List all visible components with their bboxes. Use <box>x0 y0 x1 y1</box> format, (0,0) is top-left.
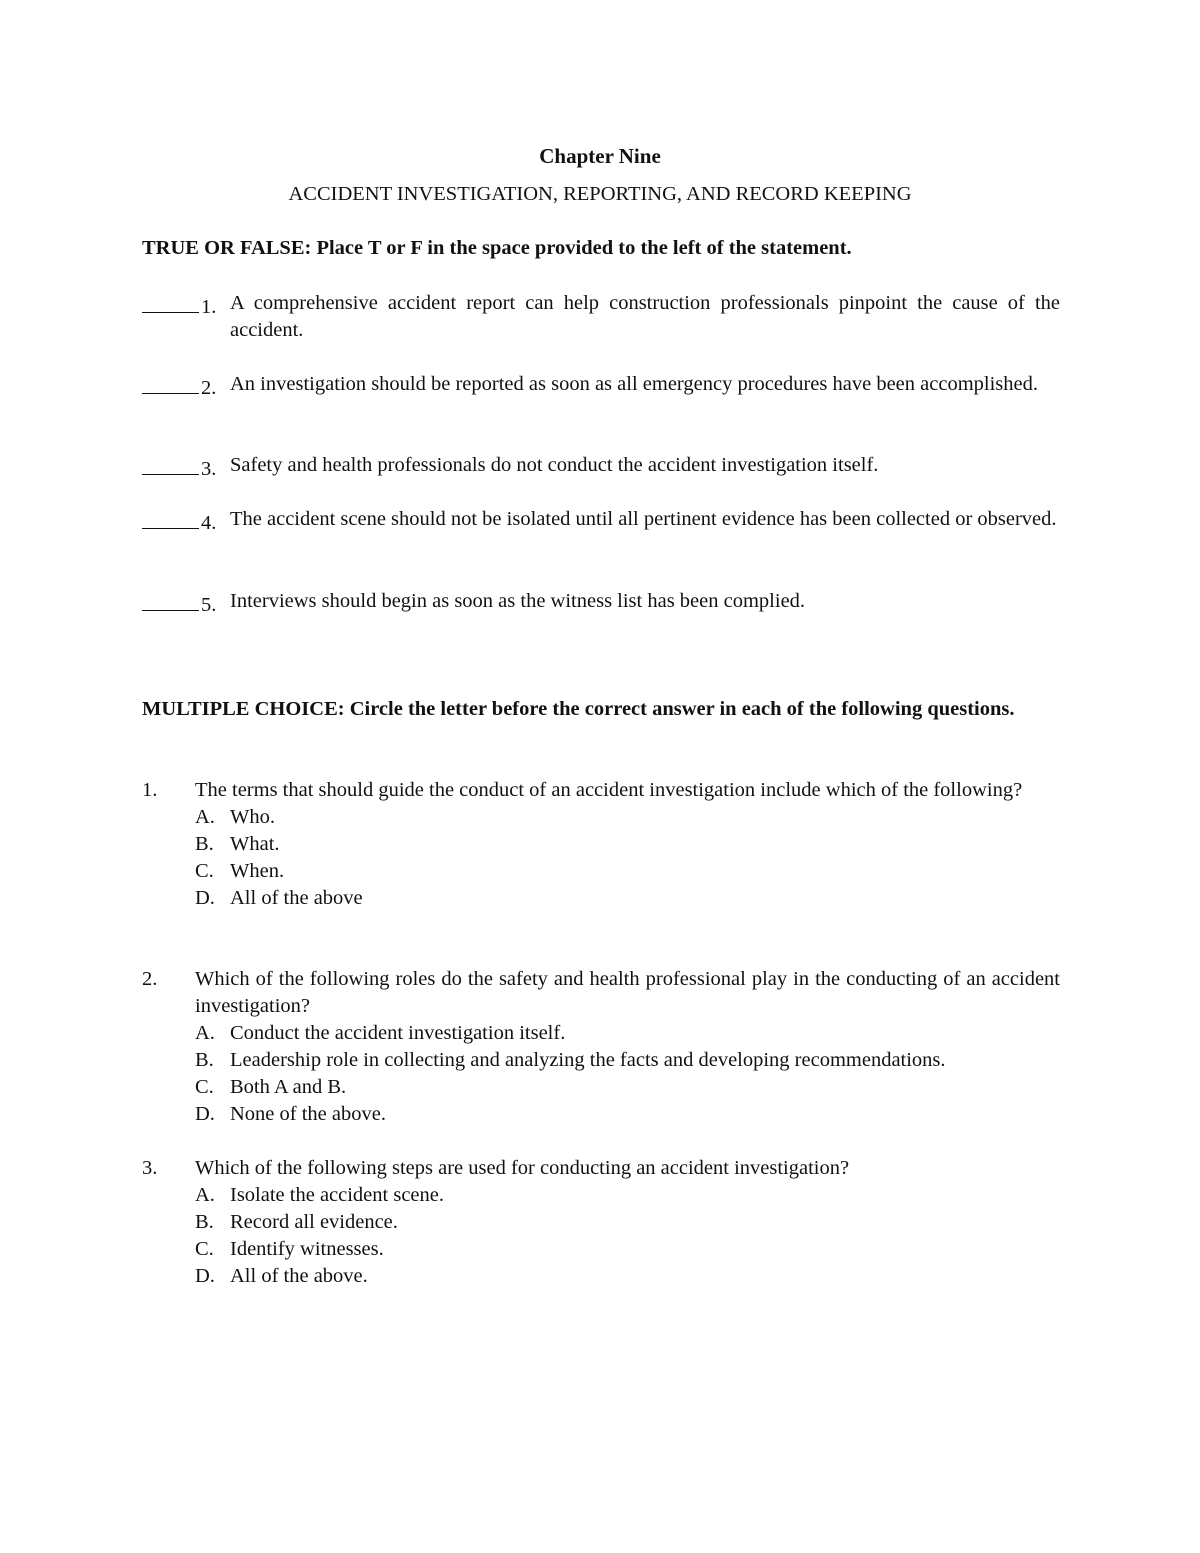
mc-option[interactable] <box>195 885 1060 912</box>
tf-item <box>142 290 1060 344</box>
mc-question-number: 2. <box>142 968 158 990</box>
tf-item-number: 4. <box>201 512 217 534</box>
tf-item-number: 1. <box>201 296 217 318</box>
answer-blank[interactable] <box>142 371 199 394</box>
mc-option[interactable] <box>195 1182 1060 1209</box>
mc-option[interactable] <box>195 858 1060 885</box>
option-letter[interactable]: B. <box>195 1049 214 1071</box>
tf-item-text: The accident scene should not be isolated until all pertinent evidence has been collected or observed. <box>230 508 1057 530</box>
option-text: Both A and B. <box>230 1076 347 1098</box>
tf-item-number: 5. <box>201 594 217 616</box>
answer-blank[interactable] <box>142 588 199 611</box>
tf-item-number: 2. <box>201 377 217 399</box>
tf-item-number: 3. <box>201 458 217 480</box>
option-letter[interactable]: D. <box>195 1265 215 1287</box>
mc-question <box>142 777 1060 912</box>
tf-item <box>142 588 1060 615</box>
mc-question-text: Which of the following steps are used for conducting an accident investigation? <box>195 1157 850 1179</box>
option-text: Conduct the accident investigation itself. <box>230 1022 566 1044</box>
mc-option[interactable] <box>195 1047 1060 1074</box>
option-letter[interactable]: D. <box>195 1103 215 1125</box>
option-letter[interactable]: B. <box>195 833 214 855</box>
option-letter[interactable]: A. <box>195 806 215 828</box>
option-text: None of the above. <box>230 1103 386 1125</box>
option-text: Record all evidence. <box>230 1211 398 1233</box>
mc-option[interactable] <box>195 831 1060 858</box>
tf-item <box>142 371 1060 398</box>
option-letter[interactable]: C. <box>195 860 214 882</box>
tf-item-text: An investigation should be reported as soon as all emergency procedures have been accomplished. <box>230 373 1038 395</box>
option-text: Isolate the accident scene. <box>230 1184 444 1206</box>
mc-option[interactable] <box>195 1020 1060 1047</box>
chapter-title: ACCIDENT INVESTIGATION, REPORTING, AND RECORD KEEPING <box>288 183 912 205</box>
mc-option[interactable] <box>195 1074 1060 1101</box>
true-false-instructions: TRUE OR FALSE: Place T or F in the space provided to the left of the statement. <box>142 237 852 259</box>
mc-option[interactable] <box>195 1236 1060 1263</box>
option-text: All of the above. <box>230 1265 368 1287</box>
mc-option[interactable] <box>195 1263 1060 1290</box>
mc-question-text: The terms that should guide the conduct of an accident investigation include which of the following? <box>195 779 1023 801</box>
answer-blank[interactable] <box>142 506 199 529</box>
tf-item <box>142 506 1060 533</box>
option-text: What. <box>230 833 280 855</box>
mc-option[interactable] <box>195 1101 1060 1128</box>
mc-question-number: 1. <box>142 779 158 801</box>
option-letter[interactable]: C. <box>195 1076 214 1098</box>
option-letter[interactable]: D. <box>195 887 215 909</box>
answer-blank[interactable] <box>142 290 199 313</box>
option-text: All of the above <box>230 887 363 909</box>
option-text: When. <box>230 860 285 882</box>
tf-item-text: Interviews should begin as soon as the witness list has been complied. <box>230 590 806 612</box>
option-letter[interactable]: A. <box>195 1184 215 1206</box>
chapter-heading: Chapter Nine <box>539 144 661 168</box>
mc-question <box>142 966 1060 1128</box>
tf-item <box>142 452 1060 479</box>
option-text: Identify witnesses. <box>230 1238 384 1260</box>
option-text: Who. <box>230 806 275 828</box>
tf-item-text: A comprehensive accident report can help construction professionals pinpoint the cause of the accident. <box>230 292 1060 341</box>
tf-item-text: Safety and health professionals do not conduct the accident investigation itself. <box>230 454 879 476</box>
answer-blank[interactable] <box>142 452 199 475</box>
option-letter[interactable]: B. <box>195 1211 214 1233</box>
mc-option[interactable] <box>195 1209 1060 1236</box>
mc-question-number: 3. <box>142 1157 158 1179</box>
mc-question <box>142 1155 1060 1290</box>
option-letter[interactable]: C. <box>195 1238 214 1260</box>
mc-option[interactable] <box>195 804 1060 831</box>
multiple-choice-instructions: MULTIPLE CHOICE: Circle the letter before the correct answer in each of the following questions. <box>142 698 1015 720</box>
option-text: Leadership role in collecting and analyzing the facts and developing recommendations. <box>230 1049 946 1071</box>
option-letter[interactable]: A. <box>195 1022 215 1044</box>
mc-question-text: Which of the following roles do the safety and health professional play in the conducting of an accident investigation? <box>195 968 1060 1017</box>
